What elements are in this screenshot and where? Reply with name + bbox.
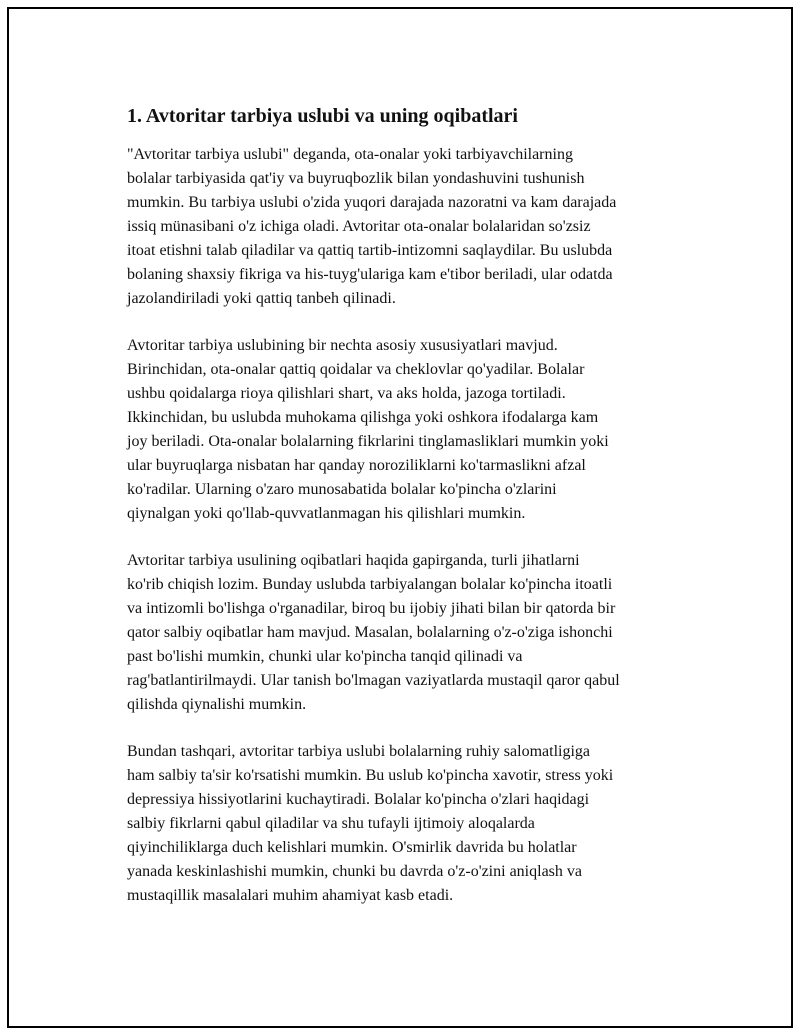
paragraph-4 [127, 740, 697, 908]
text-line: issiq münasibani o'z ichiga oladi. Avtoritar ota-onalar bolalaridan so'zsiz [127, 218, 591, 235]
text-line: qator salbiy oqibatlar ham mavjud. Masalan, bolalarning o'z-o'ziga ishonchi [127, 624, 613, 641]
text-line: qiyinchiliklarga duch kelishlari mumkin. O'smirlik davrida bu holatlar [127, 839, 577, 856]
text-line: va intizomli bo'lishga o'rganadilar, biroq bu ijobiy jihati bilan bir qatorda bir [127, 600, 616, 617]
text-line: itoat etishni talab qiladilar va qattiq tartib-intizomni saqlaydilar. Bu uslubda [127, 242, 613, 259]
text-line: bolalar tarbiyasida qat'iy va buyruqbozlik bilan yondashuvini tushunish [127, 170, 585, 187]
text-line: qilishda qiynalishi mumkin. [127, 696, 307, 713]
text-line: "Avtoritar tarbiya uslubi" deganda, ota-onalar yoki tarbiyavchilarning [127, 146, 573, 163]
paragraph-2 [127, 334, 697, 526]
text-line: depressiya hissiyotlarini kuchaytiradi. Bolalar ko'pincha o'zlari haqidagi [127, 791, 590, 808]
text-line: salbiy fikrlarni qabul qiladilar va shu tufayli ijtimoiy aloqalarda [127, 815, 535, 832]
paragraph-1 [127, 143, 697, 311]
text-line: ko'radilar. Ularning o'zaro munosabatida bolalar ko'pincha o'zlarini [127, 481, 557, 498]
text-line: Bundan tashqari, avtoritar tarbiya uslubi bolalarning ruhiy salomatligiga [127, 743, 590, 760]
text-line: mumkin. Bu tarbiya uslubi o'zida yuqori darajada nazoratni va kam darajada [127, 194, 617, 211]
text-line: ular buyruqlarga nisbatan har qanday noroziliklarni ko'tarmaslikni afzal [127, 457, 586, 474]
text-line: Birinchidan, ota-onalar qattiq qoidalar va cheklovlar qo'yadilar. Bolalar [127, 361, 585, 378]
text-line: rag'batlantirilmaydi. Ular tanish bo'lmagan vaziyatlarda mustaqil qaror qabul [127, 672, 620, 689]
section-heading: 1. Avtoritar tarbiya uslubi va uning oqibatlari [127, 105, 518, 127]
text-line: qiynalgan yoki qo'llab-quvvatlanmagan his qilishlari mumkin. [127, 505, 526, 522]
document-body [127, 103, 697, 931]
text-line: ham salbiy ta'sir ko'rsatishi mumkin. Bu uslub ko'pincha xavotir, stress yoki [127, 767, 614, 784]
page-frame [7, 7, 793, 1028]
text-line: Avtoritar tarbiya uslubining bir nechta asosiy xususiyatlari mavjud. [127, 337, 558, 354]
text-line: mustaqillik masalalari muhim ahamiyat kasb etadi. [127, 887, 454, 904]
text-line: Avtoritar tarbiya usulining oqibatlari haqida gapirganda, turli jihatlarni [127, 552, 580, 569]
text-line: yanada keskinlashishi mumkin, chunki bu davrda o'z-o'zini aniqlash va [127, 863, 582, 880]
text-line: Ikkinchidan, bu uslubda muhokama qilishga yoki oshkora ifodalarga kam [127, 409, 599, 426]
paragraph-3 [127, 549, 697, 717]
text-line: bolaning shaxsiy fikriga va his-tuyg'ulariga kam e'tibor beriladi, ular odatda [127, 266, 613, 283]
text-line: jazolandiriladi yoki qattiq tanbeh qilinadi. [127, 290, 396, 307]
text-line: ushbu qoidalarga rioya qilishlari shart, va aks holda, jazoga tortiladi. [127, 385, 566, 402]
text-line: past bo'lishi mumkin, chunki ular ko'pincha tanqid qilinadi va [127, 648, 523, 665]
text-line: ko'rib chiqish lozim. Bunday uslubda tarbiyalangan bolalar ko'pincha itoatli [127, 576, 613, 593]
text-line: joy beriladi. Ota-onalar bolalarning fikrlarini tinglamasliklari mumkin yoki [127, 433, 609, 450]
